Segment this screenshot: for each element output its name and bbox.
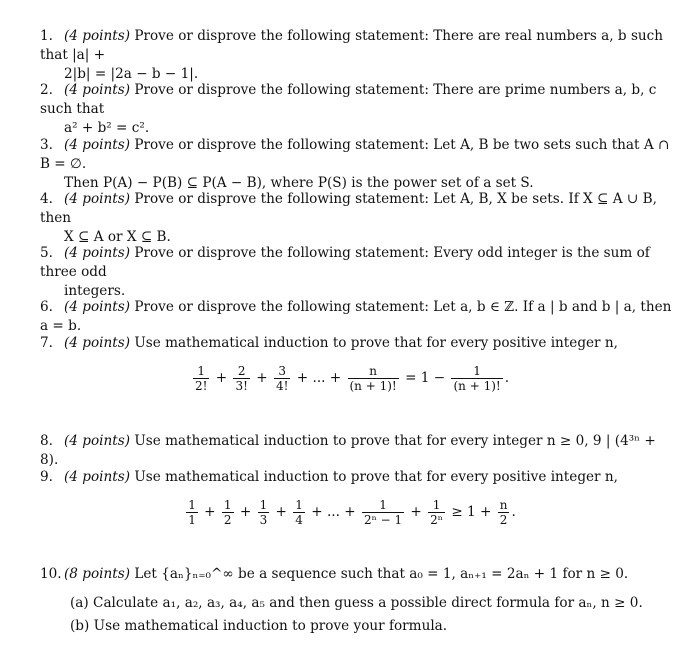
equation-7: $\frac{1}{2!}$ + $\frac{2}{3!}$ + $\frac{3}{4!}$ + ... + $\frac{n}{(n + 1)!}$ = 1 − $\frac{1}{(n + 1)!}$ . <box>194 364 510 393</box>
problem-text-line1: Prove or disprove the following statement: There are prime numbers a, b, c such that <box>40 82 657 117</box>
problem-2 <box>40 81 672 138</box>
problem-text-line2: integers. <box>64 283 126 299</box>
fraction: $\frac{n}{(n + 1)!}$ <box>349 364 397 393</box>
problem-number: 9. <box>40 469 53 485</box>
problem-text-line1: Prove or disprove the following statement: Every odd integer is the sum of three odd <box>40 245 650 280</box>
problem-10 <box>40 565 672 584</box>
problem-number: 7. <box>40 335 53 351</box>
fraction: $\frac{1}{4}$ <box>295 498 303 527</box>
problem-number: 2. <box>40 82 53 98</box>
part-text: Use mathematical induction to prove your formula. <box>93 618 448 634</box>
problem-number: 5. <box>40 245 53 261</box>
problem-number: 1. <box>40 28 53 44</box>
part-text: Calculate a₁, a₂, a₃, a₄, a₅ and then guess a possible direct formula for aₙ, n ≥ 0. <box>93 595 643 611</box>
points-label: (4 points) <box>64 28 131 44</box>
problem-text-line2: 2|b| = |2a − b − 1|. <box>64 66 199 82</box>
part-label: (b) <box>70 618 90 634</box>
rhs-lead: ≥ 1 + <box>451 504 492 520</box>
points-label: (4 points) <box>64 245 131 261</box>
fraction: $\frac{1}{3}$ <box>259 498 268 527</box>
fraction: $\frac{2}{3!}$ <box>235 364 248 393</box>
problem-text-line2: Then P(A) − P(B) ⊆ P(A − B), where P(S) is the power set of a set S. <box>64 175 534 191</box>
fraction: $\frac{1}{1}$ <box>188 498 196 527</box>
points-label: (4 points) <box>64 433 131 449</box>
problem-text-line2: X ⊆ A or X ⊆ B. <box>64 229 171 245</box>
ellipsis: + ... + <box>311 504 356 520</box>
problem-text-line2: a² + b² = c². <box>64 120 150 136</box>
problem-text-line1: Use mathematical induction to prove that for every positive integer n, <box>134 335 618 351</box>
problem-text-line1: Let {aₙ}ₙ₌₀^∞ be a sequence such that a₀ = 1, aₙ₊₁ = 2aₙ + 1 for n ≥ 0. <box>134 566 629 582</box>
fraction: $\frac{n}{2}$ <box>499 498 508 527</box>
period: . <box>511 504 516 520</box>
part-b <box>70 617 670 636</box>
problem-3 <box>40 136 672 193</box>
points-label: (4 points) <box>64 191 131 207</box>
points-label: (4 points) <box>64 469 131 485</box>
problem-number: 6. <box>40 299 53 315</box>
problem-text-line1: Use mathematical induction to prove that for every positive integer n, <box>134 469 618 485</box>
points-label: (8 points) <box>64 566 131 582</box>
fraction: $\frac{1}{\text{2ⁿ}}$ <box>430 498 443 527</box>
fraction: $\frac{3}{4!}$ <box>275 364 289 393</box>
problem-number: 8. <box>40 433 53 449</box>
problem-8 <box>40 432 672 470</box>
period: . <box>504 370 510 386</box>
problem-text-line1: Prove or disprove the following statement: Let A, B, X be sets. If X ⊆ A ∪ B, then <box>40 191 657 226</box>
problem-number: 10. <box>40 566 62 582</box>
points-label: (4 points) <box>64 82 131 98</box>
points-label: (4 points) <box>64 299 131 315</box>
problem-1 <box>40 27 672 84</box>
problem-number: 4. <box>40 191 53 207</box>
problem-text-line1: Prove or disprove the following statement: There are real numbers a, b such that |a| + <box>40 28 664 63</box>
points-label: (4 points) <box>64 335 131 351</box>
problem-text-line1: Use mathematical induction to prove that for every integer n ≥ 0, 9 | (4³ⁿ + 8). <box>40 433 656 468</box>
part-a <box>70 594 670 613</box>
problem-number: 3. <box>40 137 53 153</box>
problem-9 <box>40 468 672 487</box>
problem-text-line1: Prove or disprove the following statement: Let A, B be two sets such that A ∩ B = ∅. <box>40 137 670 172</box>
problem-4 <box>40 190 672 247</box>
problem-6 <box>40 298 672 336</box>
problem-7 <box>40 334 672 353</box>
fraction: $\frac{1}{(n + 1)!}$ <box>453 364 501 393</box>
fraction: $\frac{1}{\text{2ⁿ − 1}}$ <box>363 498 403 527</box>
ellipsis: + ... + <box>296 370 342 386</box>
fraction: $\frac{1}{2}$ <box>223 498 232 527</box>
rhs-lead: = 1 − <box>405 370 446 386</box>
problem-text-line1: Prove or disprove the following statement: Let a, b ∈ ℤ. If a | b and b | a, then a = b. <box>40 299 672 334</box>
fraction: $\frac{1}{2!}$ <box>194 364 208 393</box>
points-label: (4 points) <box>64 137 131 153</box>
equation-9: $\frac{1}{1}$ + $\frac{1}{2}$ + $\frac{1}{3}$ + $\frac{1}{4}$ + ... + $\frac{1}{\text{2ⁿ − 1}}$ + $\frac{1}{\text{2ⁿ}}$ ≥ 1 + $\frac{n}{2}$ . <box>188 498 516 527</box>
problem-5 <box>40 244 672 301</box>
part-label: (a) <box>70 595 89 611</box>
